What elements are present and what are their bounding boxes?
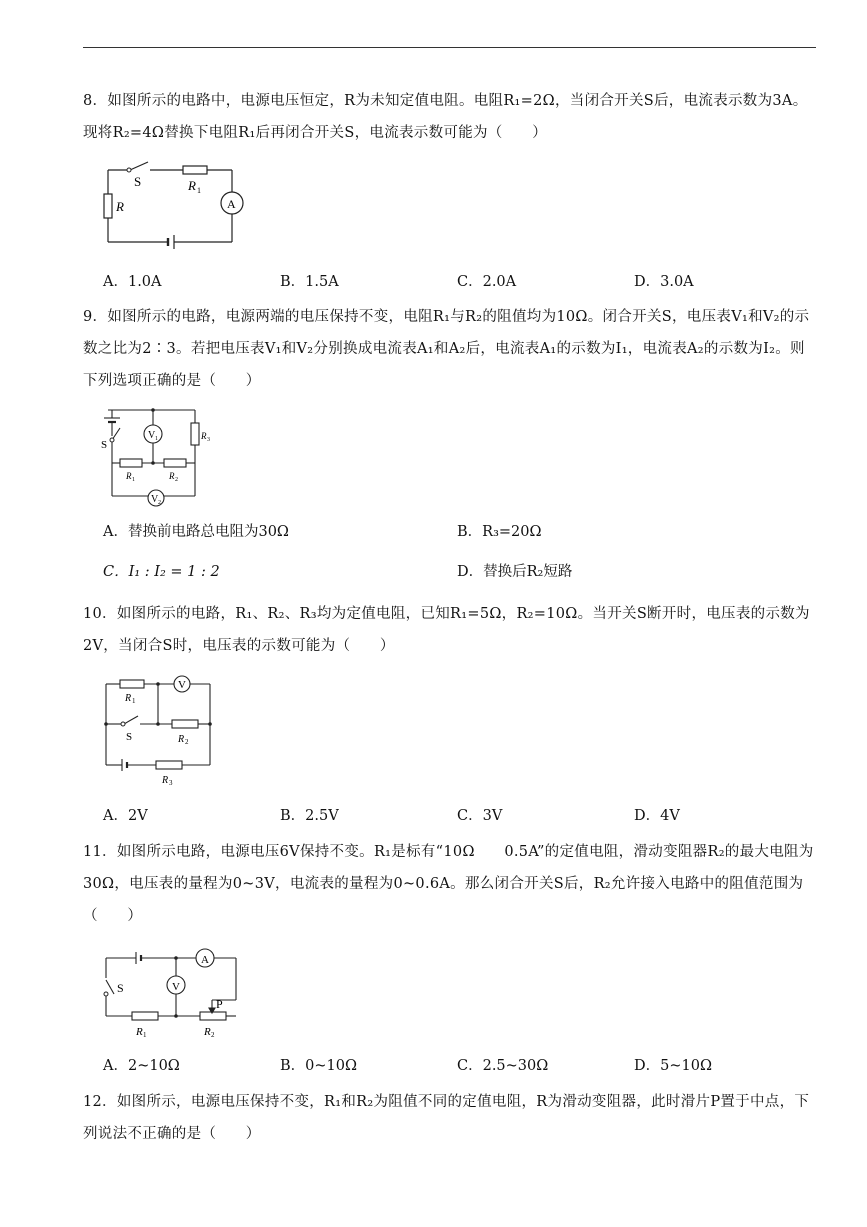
- q11-option-b: B．0~10Ω: [280, 1058, 358, 1074]
- svg-text:2: 2: [211, 1031, 215, 1039]
- switch-s-label: S: [134, 174, 142, 189]
- svg-text:3: 3: [207, 437, 210, 443]
- svg-text:R: R: [169, 471, 175, 481]
- svg-text:A: A: [201, 954, 209, 966]
- question-10-text: 10．如图所示的电路，R₁、R₂、R₃均为定值电阻，已知R₁=5Ω，R₂=10Ω。当开关S断开时，电压表的示数为2V，当闭合S时，电压表的示数可能为（ ）: [83, 606, 810, 654]
- q8-option-d: D．3.0A: [634, 274, 694, 290]
- svg-text:R: R: [136, 1026, 143, 1038]
- question-9-circuit-diagram: [100, 400, 220, 510]
- v1-label: V: [148, 430, 156, 441]
- v2-label: V: [151, 494, 159, 505]
- svg-text:1: 1: [155, 436, 158, 442]
- q8-option-b: B．1.5A: [280, 274, 339, 290]
- r-label: R: [116, 199, 124, 214]
- svg-text:R: R: [126, 471, 132, 481]
- q10-option-d: D．4V: [634, 808, 680, 824]
- svg-text:R: R: [125, 693, 132, 704]
- svg-text:R: R: [178, 734, 185, 745]
- svg-text:S: S: [126, 731, 133, 743]
- q11-option-a: A．2~10Ω: [103, 1058, 180, 1074]
- q9-option-a: A．替换前电路总电阻为30Ω: [103, 524, 289, 540]
- q11-option-c: C．2.5~30Ω: [457, 1058, 549, 1074]
- svg-text:1: 1: [132, 697, 136, 705]
- q9-option-d: D．替换后R₂短路: [457, 564, 573, 580]
- q10-option-b: B．2.5V: [280, 808, 339, 824]
- r1-label: R: [188, 178, 196, 193]
- svg-text:3: 3: [169, 779, 173, 787]
- svg-text:2: 2: [175, 477, 178, 483]
- q8-option-c: C．2.0A: [457, 274, 517, 290]
- svg-text:S: S: [101, 439, 108, 451]
- q10-option-a: A．2V: [103, 808, 148, 824]
- svg-text:1: 1: [132, 477, 135, 483]
- svg-text:V: V: [178, 679, 186, 691]
- question-11-circuit-diagram: [100, 944, 250, 1040]
- svg-text:2: 2: [158, 500, 161, 506]
- question-9-text: 9．如图所示的电路，电源两端的电压保持不变，电阻R₁与R₂的阻值均为10Ω。闭合开关S，电压表V₁和V₂的示数之比为2∶3。若把电压表V₁和V₂分别换成电流表A₁和A₂后，电流表A₁的示数为I₁，电流表A₂的示数为I₂。则下列选项正确的是（ ）: [83, 309, 810, 389]
- svg-text:S: S: [117, 981, 124, 995]
- q9-option-b: B．R₃=20Ω: [457, 524, 542, 540]
- question-12-text: 12．如图所示，电源电压保持不变，R₁和R₂为阻值不同的定值电阻，R为滑动变阻器，此时滑片P置于中点，下列说法不正确的是（ ）: [83, 1094, 810, 1142]
- ammeter-label: A: [227, 197, 236, 211]
- svg-text:2: 2: [185, 738, 189, 746]
- svg-text:1: 1: [143, 1031, 147, 1039]
- svg-text:P: P: [216, 997, 223, 1011]
- svg-text:R: R: [162, 775, 169, 786]
- header-rule: [83, 47, 816, 48]
- question-8-text: 8．如图所示的电路中，电源电压恒定，R为未知定值电阻。电阻R₁=2Ω，当闭合开关S后，电流表示数为3A。现将R₂=4Ω替换下电阻R₁后再闭合开关S，电流表示数可能为（ ）: [83, 93, 808, 141]
- question-8-circuit-diagram: [98, 158, 248, 250]
- q9-option-c: C．I₁ : I₂ = 1 : 2: [103, 564, 220, 580]
- q11-option-d: D．5~10Ω: [634, 1058, 712, 1074]
- svg-text:R: R: [201, 431, 207, 441]
- svg-text:R: R: [204, 1026, 211, 1038]
- question-10-circuit-diagram: [100, 672, 220, 792]
- svg-text:V: V: [172, 981, 180, 993]
- svg-text:1: 1: [197, 186, 201, 195]
- q8-option-a: A．1.0A: [103, 274, 162, 290]
- question-11-text: 11．如图所示电路，电源电压6V保持不变。R₁是标有“10Ω 0.5A”的定值电阻，滑动变阻器R₂的最大电阻为30Ω，电压表的量程为0~3V，电流表的量程为0~0.6A。那么闭合开关S后，R₂允许接入电路中的阻值范围为（ ）: [83, 844, 814, 924]
- q10-option-c: C．3V: [457, 808, 503, 824]
